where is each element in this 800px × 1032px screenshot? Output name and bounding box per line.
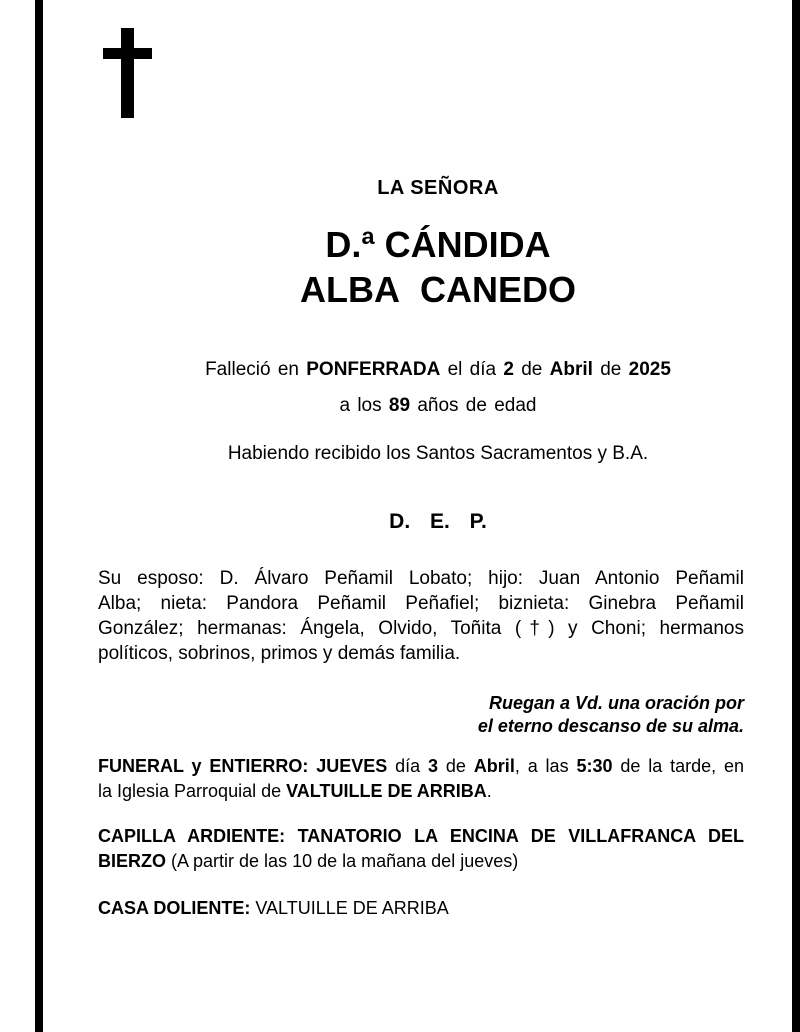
funeral-line2: la Iglesia Parroquial de VALTUILLE DE ARRIBA. <box>98 780 492 801</box>
sacraments-statement: Habiendo recibido los Santos Sacramentos y B.A. <box>227 442 649 464</box>
chapel-place: BIERZO <box>98 850 167 871</box>
deceased-name-line1: D.ª CÁNDIDA <box>325 224 551 265</box>
age-statement: a los 89 años de edad <box>339 394 537 416</box>
family-line: Alba; nieta: Pandora Peñamil Peñafiel; biznieta: Ginebra Peñamil <box>98 592 744 614</box>
death-day: 2 <box>503 359 514 380</box>
death-year: 2025 <box>628 359 671 380</box>
deceased-name-line2: ALBA CANEDO <box>300 269 576 310</box>
chapel-line1 <box>98 824 744 849</box>
death-place: PONFERRADA <box>306 359 441 380</box>
prayer-request <box>98 692 744 738</box>
prayer-line2: el eterno descanso de su alma. <box>477 715 744 736</box>
honorific-title: LA SEÑORA <box>377 177 499 199</box>
mourning-home-label: CASA DOLIENTE: <box>98 897 251 918</box>
funeral-label: FUNERAL y ENTIERRO: JUEVES <box>98 755 388 776</box>
left-border-bar <box>35 0 43 1032</box>
obituary-content <box>98 0 744 921</box>
mourning-home-value: VALTUILLE DE ARRIBA <box>250 897 449 918</box>
chapel-line2: BIERZO (A partir de las 10 de la mañana del jueves) <box>98 850 519 871</box>
chapel-label: CAPILLA ARDIENTE: TANATORIO LA ENCINA DE VILLAFRANCA DEL <box>98 825 744 846</box>
deceased-name <box>98 222 744 312</box>
funeral-church-town: VALTUILLE DE ARRIBA <box>286 780 487 801</box>
family-line: políticos, sobrinos, primos y demás familia. <box>98 642 461 664</box>
funeral-day: 3 <box>428 755 439 776</box>
funeral-month: Abril <box>473 755 515 776</box>
funeral-notice <box>98 754 744 804</box>
death-statement: Falleció en PONFERRADA el día 2 de Abril de 2025 <box>205 359 671 380</box>
dep-abbreviation: D. E. P. <box>389 510 487 534</box>
family-paragraph <box>98 566 744 666</box>
prayer-line1: Ruegan a Vd. una oración por <box>488 692 744 713</box>
family-line: Su esposo: D. Álvaro Peñamil Lobato; hijo: Juan Antonio Peñamil <box>98 567 744 589</box>
family-line: González; hermanas: Ángela, Olvido, Toñita (†) y Choni; hermanos <box>98 617 744 639</box>
funeral-time: 5:30 <box>576 755 613 776</box>
chapel-notice <box>98 824 744 874</box>
death-month: Abril <box>549 359 593 380</box>
right-border-bar <box>792 0 800 1032</box>
mourning-home-notice <box>98 896 744 921</box>
age-value: 89 <box>388 394 411 416</box>
funeral-line1: FUNERAL y ENTIERRO: JUEVES día 3 de Abril, a las 5:30 de la tarde, en <box>98 755 744 776</box>
